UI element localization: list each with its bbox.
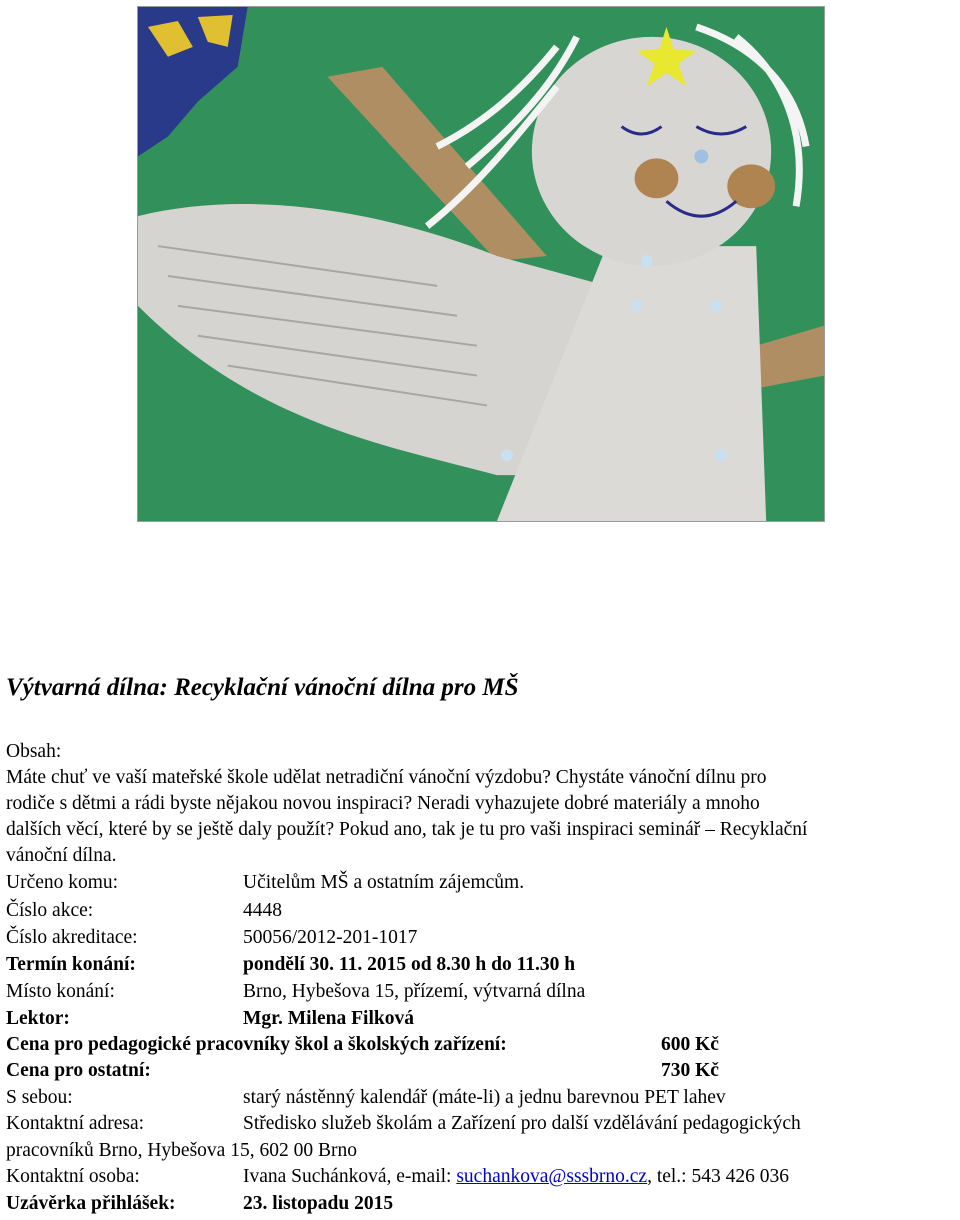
contact-value: [243, 1164, 789, 1190]
address-value: Středisko služeb školám a Zařízení pro další vzdělávání pedagogických: [243, 1113, 801, 1134]
price-staff-label: Cena pro pedagogické pracovníky škol a školských zařízení:: [6, 1034, 507, 1055]
content-line-4: vánoční dílna.: [6, 845, 117, 866]
audience-label: Určeno komu:: [6, 872, 119, 893]
bring-value: starý nástěnný kalendář (máte-li) a jednu barevnou PET lahev: [243, 1087, 726, 1108]
content-line-2: rodiče s dětmi a rádi byste nějakou novou inspiraci? Neradi vyhazujete dobré materiály a mnoho: [6, 793, 760, 814]
content-label: Obsah:: [6, 741, 62, 762]
contact-name: Ivana Suchánková, e-mail:: [243, 1166, 457, 1187]
event-number-label: Číslo akce:: [6, 900, 94, 921]
bring-label: S sebou:: [6, 1087, 73, 1108]
price-other-label: Cena pro ostatní:: [6, 1060, 151, 1081]
deadline-value: 23. listopadu 2015: [243, 1193, 394, 1214]
audience-value: Učitelům MŠ a ostatním zájemcům.: [243, 872, 525, 893]
price-other-value: 730 Kč: [661, 1060, 719, 1081]
accreditation-label: Číslo akreditace:: [6, 927, 138, 948]
address-label: Kontaktní adresa:: [6, 1113, 145, 1134]
contact-label: Kontaktní osoba:: [6, 1166, 140, 1187]
date-label: Termín konání:: [6, 954, 136, 975]
angel-craft-photo: [137, 6, 825, 522]
content-line-3: dalších věcí, které by se ještě daly použít? Pokud ano, tak je tu pro vaši inspiraci seminář – Recyklační: [6, 819, 808, 840]
lecturer-label: Lektor:: [6, 1008, 70, 1029]
price-staff-value: 600 Kč: [661, 1034, 719, 1055]
event-number-value: 4448: [243, 900, 282, 921]
contact-email-link[interactable]: suchankova@sssbrno.cz: [456, 1166, 648, 1187]
deadline-label: Uzávěrka přihlášek:: [6, 1193, 176, 1214]
page-title: Výtvarná dílna: Recyklační vánoční dílna pro MŠ: [6, 674, 519, 701]
content-line-1: Máte chuť ve vaší mateřské škole udělat netradiční vánoční výzdobu? Chystáte vánoční dílnu pro: [6, 767, 767, 788]
place-label: Místo konání:: [6, 981, 115, 1002]
address-value-continued: pracovníků Brno, Hybešova 15, 602 00 Brno: [6, 1140, 357, 1161]
contact-phone: , tel.: 543 426 036: [647, 1166, 789, 1187]
place-value: Brno, Hybešova 15, přízemí, výtvarná dílna: [243, 981, 586, 1002]
accreditation-value: 50056/2012-201-1017: [243, 927, 418, 948]
date-value: pondělí 30. 11. 2015 od 8.30 h do 11.30 h: [243, 954, 576, 975]
lecturer-value: Mgr. Milena Filková: [243, 1008, 414, 1029]
